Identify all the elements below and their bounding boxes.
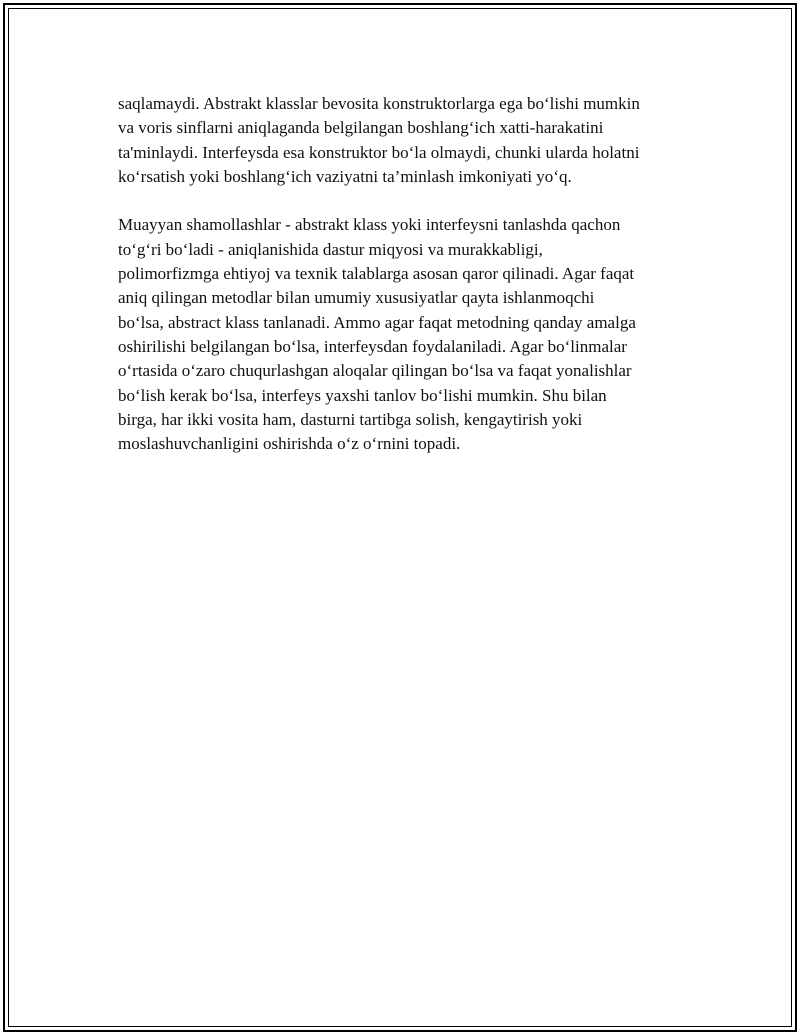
text-line: aniq qilingan metodlar bilan umumiy xususiyatlar qayta ishlanmoqchi	[118, 288, 595, 308]
text-line: o‘rtasida o‘zaro chuqurlashgan aloqalar qilingan bo‘lsa va faqat yonalishlar	[118, 361, 632, 381]
text-line: bo‘lsa, abstract klass tanlanadi. Ammo agar faqat metodning qanday amalga	[118, 312, 636, 332]
text-line: oshirilishi belgilangan bo‘lsa, interfeysdan foydalaniladi. Agar bo‘linmalar	[118, 336, 627, 356]
paragraph-2	[118, 213, 708, 456]
text-line: bo‘lish kerak bo‘lsa, interfeys yaxshi tanlov bo‘lishi mumkin. Shu bilan	[118, 385, 607, 405]
paragraph-1	[118, 92, 708, 189]
text-line: polimorfizmga ehtiyoj va texnik talablarga asosan qaror qilinadi. Agar faqat	[118, 264, 635, 284]
text-line: to‘g‘ri bo‘ladi - aniqlanishida dastur miqyosi va murakkabligi,	[118, 239, 543, 259]
text-line: ta'minlaydi. Interfeysda esa konstruktor bo‘la olmaydi, chunki ularda holatni	[118, 142, 640, 162]
text-line: va voris sinflarni aniqlaganda belgilangan boshlang‘ich xatti-harakatini	[118, 118, 604, 138]
document-body	[118, 92, 708, 456]
text-line: saqlamaydi. Abstrakt klasslar bevosita konstruktorlarga ega bo‘lishi mumkin	[118, 94, 640, 113]
text-line: birga, har ikki vosita ham, dasturni tartibga solish, kengaytirish yoki	[118, 409, 583, 429]
text-line: Muayyan shamollashlar - abstrakt klass yoki interfeysni tanlashda qachon	[118, 215, 621, 235]
text-line: moslashuvchanligini oshirishda o‘z o‘rnini topadi.	[118, 434, 461, 454]
text-line: ko‘rsatish yoki boshlang‘ich vaziyatni ta’minlash imkoniyati yo‘q.	[118, 166, 572, 186]
